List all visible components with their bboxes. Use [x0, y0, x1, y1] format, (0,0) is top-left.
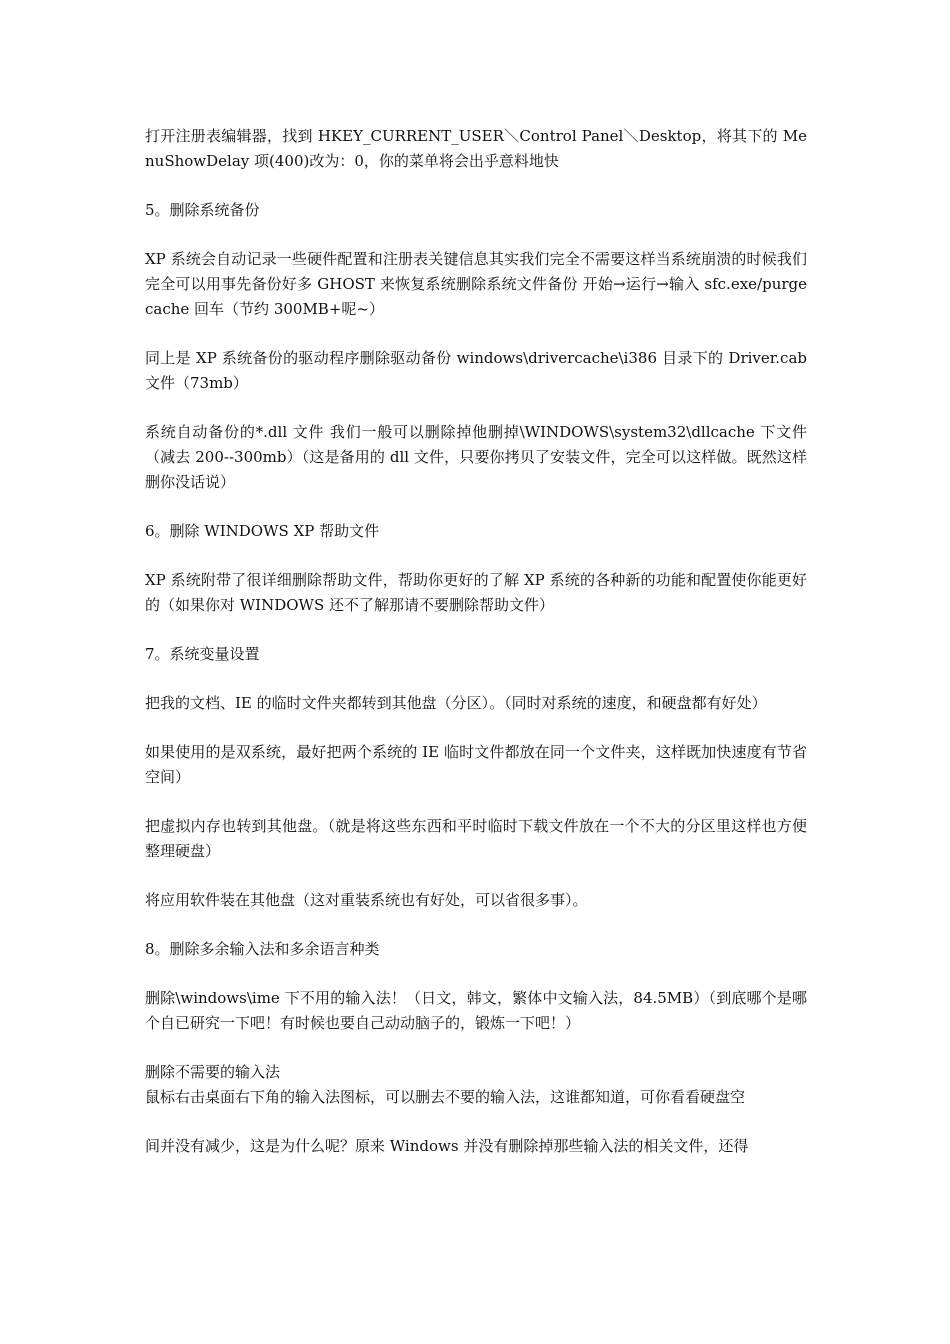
paragraph-dllcache: 系统自动备份的*.dll 文件 我们一般可以删除掉他删掉\WINDOWS\system32\dllcache 下文件（减去 200--300mb）（这是备用的 dll 文件，只要你拷贝了安装文件，完全可以这样做。既然这样删你没话说） — [145, 423, 807, 491]
paragraph-virtual-memory: 把虚拟内存也转到其他盘。（就是将这些东西和平时临时下载文件放在一个不大的分区里这样也方便整理硬盘） — [145, 817, 807, 860]
paragraph-xp-backup-info: XP 系统会自动记录一些硬件配置和注册表关键信息其实我们完全不需要这样当系统崩溃的时候我们完全可以用事先备份好多 GHOST 来恢复系统删除系统文件备份 开始→运行→输入 sfc.exe/purgecache 回车（节约 300MB+呢~） — [145, 250, 807, 318]
paragraph-apps-other-disk: 将应用软件装在其他盘（这对重装系统也有好处，可以省很多事）。 — [145, 891, 588, 909]
paragraph-disk-space: 间并没有减少，这是为什么呢？原来 Windows 并没有删除掉那些输入法的相关文件，还得 — [145, 1137, 749, 1155]
heading-delete-system-backup: 5。删除系统备份 — [145, 201, 260, 219]
paragraph-remove-ime-tray: 鼠标右击桌面右下角的输入法图标，可以删去不要的输入法，这谁都知道，可你看看硬盘空 — [145, 1088, 746, 1106]
paragraph-remove-ime-title: 删除不需要的输入法 — [145, 1063, 281, 1081]
heading-system-variables: 7。系统变量设置 — [145, 645, 260, 663]
paragraph-ime-folder: 删除\windows\ime 下不用的输入法！（日文，韩文，繁体中文输入法，84.5MB）（到底哪个是哪个自已研究一下吧！有时候也要自己动动脑子的，锻炼一下吧！） — [145, 989, 807, 1032]
paragraph-driver-backup: 同上是 XP 系统备份的驱动程序删除驱动备份 windows\drivercache\i386 目录下的 Driver.cab 文件（73mb） — [145, 349, 807, 392]
heading-delete-input-methods: 8。删除多余输入法和多余语言种类 — [145, 940, 380, 958]
paragraph-dual-system: 如果使用的是双系统，最好把两个系统的 IE 临时文件都放在同一个文件夹，这样既加快速度有节省空间） — [145, 743, 807, 786]
paragraph-help-files: XP 系统附带了很详细删除帮助文件，帮助你更好的了解 XP 系统的各种新的功能和配置使你能更好的（如果你对 WINDOWS 还不了解那请不要删除帮助文件） — [145, 571, 807, 614]
paragraph-registry-menu-delay: 打开注册表编辑器，找到 HKEY_CURRENT_USER＼Control Panel＼Desktop，将其下的 MenuShowDelay 项(400)改为：0，你的菜单将会出乎意料地快 — [145, 127, 807, 170]
heading-delete-help-files: 6。删除 WINDOWS XP 帮助文件 — [145, 522, 380, 540]
paragraph-move-documents: 把我的文档、IE 的临时文件夹都转到其他盘（分区）。（同时对系统的速度，和硬盘都有好处） — [145, 694, 767, 712]
document-body — [145, 124, 807, 1159]
